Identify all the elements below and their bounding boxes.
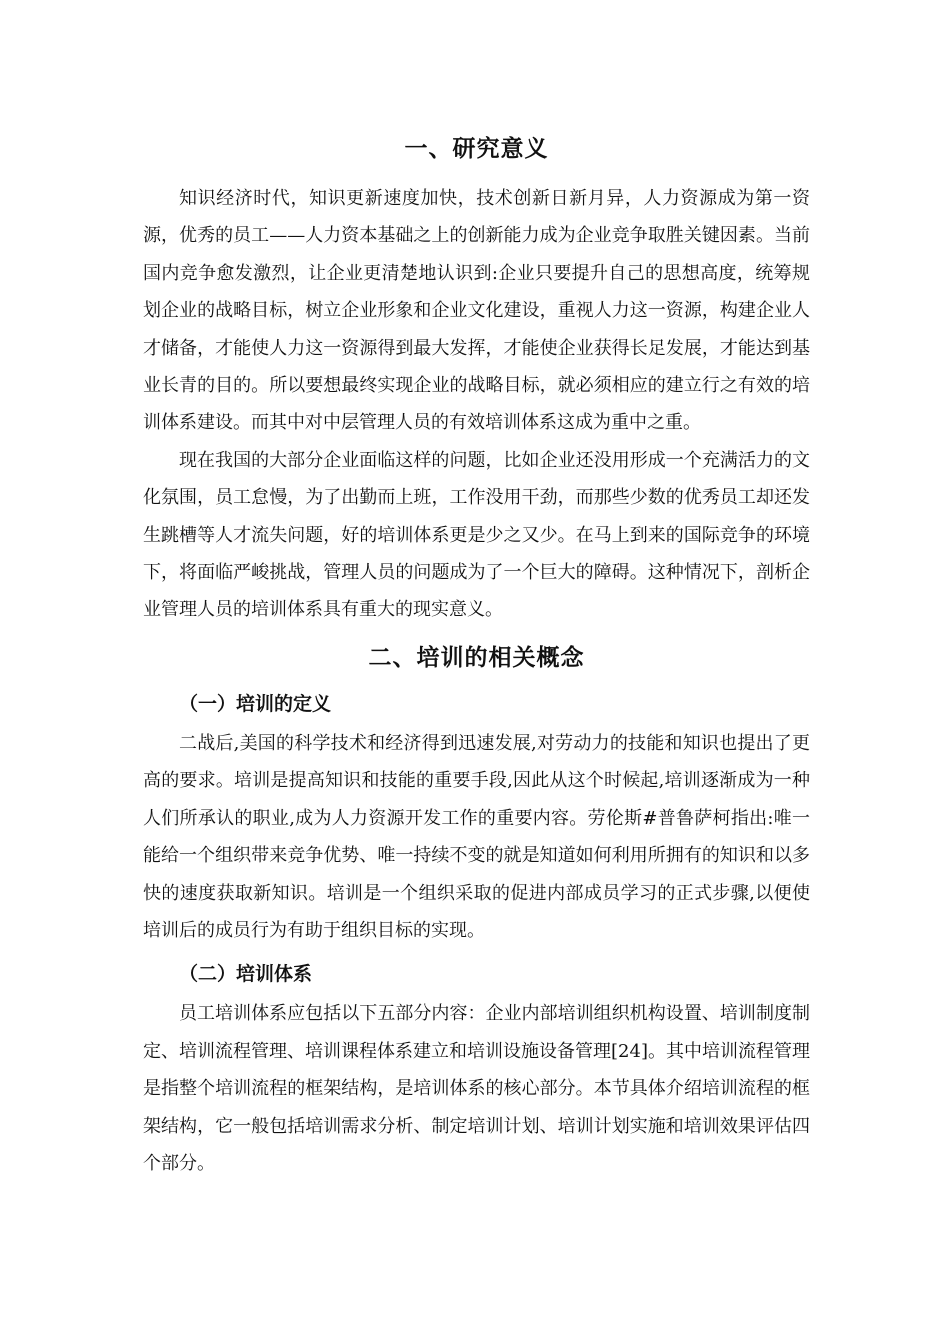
subsection-heading-training-definition: （一）培训的定义 — [179, 692, 332, 715]
document-page — [143, 130, 810, 1182]
subsection-heading-training-system: （二）培训体系 — [179, 963, 313, 986]
paragraph-training-definition: 二战后,美国的科学技术和经济得到迅速发展,对劳动力的技能和知识也提出了更高的要求。培训是提高知识和技能的重要手段,因此从这个时候起,培训逐渐成为一种人们所承认的职业,成为人力资源开发工作的重要内容。劳伦斯#普鲁萨柯指出:唯一能给一个组织带来竞争优势、唯一持续不变的就是知道如何利用所拥有的知识和以多快的速度获取新知识。培训是一个组织采取的促进内部成员学习的正式步骤,以便使培训后的成员行为有助于组织目标的实现。 — [143, 732, 810, 941]
paragraph-knowledge-economy: 知识经济时代，知识更新速度加快，技术创新日新月异，人力资源成为第一资源，优秀的员工——人力资本基础之上的创新能力成为企业竞争取胜关键因素。当前国内竞争愈发激烈，让企业更清楚地认识到:企业只要提升自己的思想高度，统筹规划企业的战略目标，树立企业形象和企业文化建设，重视人力这一资源，构建企业人才储备，才能使人力这一资源得到最大发挥，才能使企业获得长足发展，才能达到基业长青的目的。所以要想最终实现企业的战略目标，就必须相应的建立行之有效的培训体系建设。而其中对中层管理人员的有效培训体系这成为重中之重。 — [143, 188, 810, 434]
paragraph-current-problems: 现在我国的大部分企业面临这样的问题，比如企业还没用形成一个充满活力的文化氛围，员工怠慢，为了出勤而上班，工作没用干劲，而那些少数的优秀员工却还发生跳槽等人才流失问题，好的培训体系更是少之又少。在马上到来的国际竞争的环境下，将面临严峻挑战，管理人员的问题成为了一个巨大的障碍。这种情况下，剖析企业管理人员的培训体系具有重大的现实意义。 — [143, 449, 810, 621]
section-heading-research-significance: 一、研究意义 — [404, 136, 549, 162]
paragraph-training-system: 员工培训体系应包括以下五部分内容：企业内部培训组织机构设置、培训制度制定、培训流程管理、培训课程体系建立和培训设施设备管理[24]。其中培训流程管理是指整个培训流程的框架结构，是培训体系的核心部分。本节具体介绍培训流程的框架结构，它一般包括培训需求分析、制定培训计划、培训计划实施和培训效果评估四个部分。 — [143, 1003, 810, 1174]
section-heading-training-concepts: 二、培训的相关概念 — [368, 644, 585, 671]
